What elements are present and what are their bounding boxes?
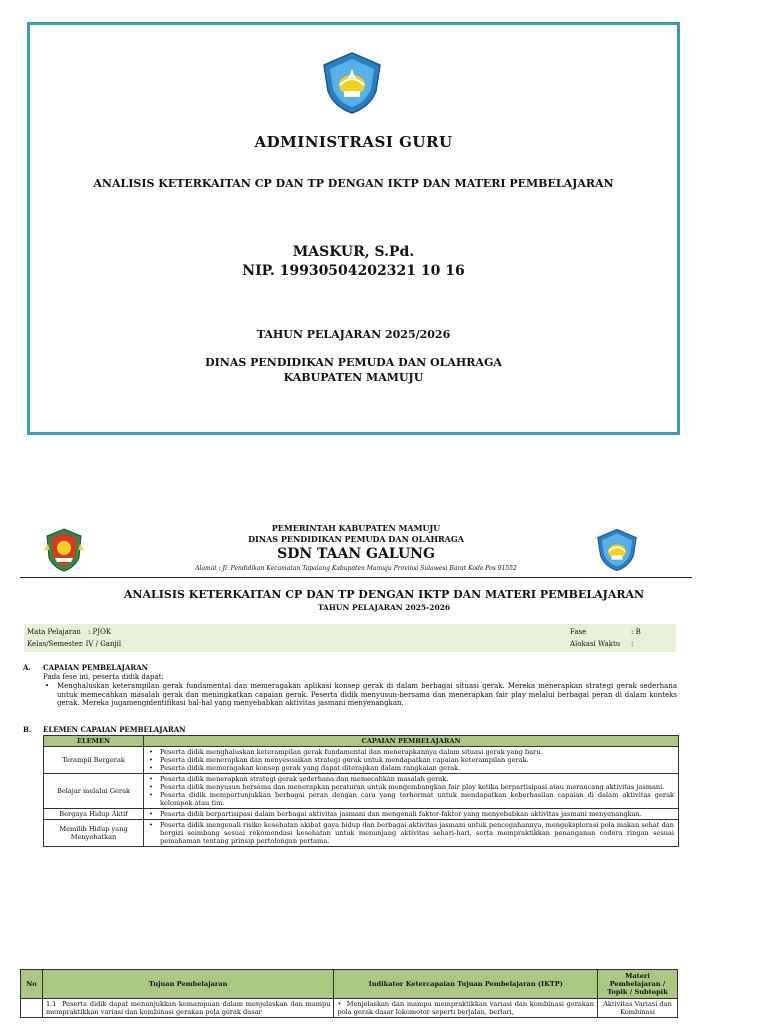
tp-iktp-table (20, 969, 678, 1018)
list-item: • Peserta didik menerapkan dan menyesuaikan strategi gerak untuk mendapatkan capaian keterampilan gerak. (148, 756, 674, 764)
elemen-cell: Terampil Bergerak (44, 747, 144, 774)
letterhead (20, 520, 692, 578)
tp-number: 1.1 (45, 1000, 57, 1008)
capaian-cell (144, 747, 679, 774)
cover-office-line1: DINAS PENDIDIKAN PEMUDA DAN OLAHRAGA (205, 356, 502, 369)
document-year: TAHUN PELAJARAN 2025-2026 (317, 603, 451, 612)
cover-subtitle: ANALISIS KETERKAITAN CP DAN TP DENGAN IKTP DAN MATERI PEMBELAJARAN (93, 177, 614, 190)
tp-text: Peserta didik dapat menunjukkan kemampuan dalam menjelaskan dan mampu mempraktikkan variasi dan kombinasi gerakan pola gerak dasar (45, 1000, 331, 1016)
section-a-heading: CAPAIAN PEMBELAJARAN (43, 663, 149, 672)
elemen-cell: Bergaya Hidup Aktif (44, 809, 144, 820)
list-item: • Peserta didik menerapkan strategi gerak sederhana dan memecahkan masalah gerak. (148, 775, 674, 783)
teacher-nip: NIP. 19930504202321 10 16 (242, 263, 465, 279)
capaian-cell (144, 774, 679, 809)
section-b-heading: ELEMEN CAPAIAN PEMBELAJARAN (43, 725, 186, 734)
fase-value: : B (631, 628, 641, 636)
section-a-intro: Pada fese ini, peserta didik dapat: (43, 673, 164, 681)
letterhead-office: DINAS PENDIDIKAN PEMUDA DAN OLAHRAGA (248, 534, 464, 544)
col-no-header: No (21, 970, 43, 999)
tp-table-header (21, 970, 678, 999)
alokasi-label: Alokasi Waktu (570, 640, 621, 648)
col-tp-header: Tujuan Pembelajaran (42, 970, 333, 999)
table-row (44, 820, 679, 847)
fase-label: Fase (570, 628, 587, 636)
section-a-marker: A. (23, 663, 31, 672)
list-item: • Peserta didik menghaluskan keterampilan gerak fundamental dan menerapkannya dalam situasi gerak yang baru. (148, 748, 674, 756)
capaian-cell (144, 809, 679, 820)
list-item: • Peserta didik berpartisipasi dalam berbagai aktivitas jasmani dan mengenali faktor-faktor yang menyebabkan aktivitas jasmani menyenangkan. (148, 810, 674, 818)
info-band (24, 624, 676, 652)
tut-wuri-handayani-emblem-icon (320, 51, 384, 115)
list-item: • Peserta didik memeragakan konsep gerak yang dapat diterapkan dalam rangkaian gerak. (148, 764, 674, 772)
col-materi-header: Materi Pembelajaran / Topik / Subtopik (598, 970, 678, 999)
bullet-icon: • (337, 1000, 347, 1008)
teacher-name: MASKUR, S.Pd. (292, 244, 415, 260)
col-iktp-header: Indikator Ketercapaian Tujuan Pembelajaran (IKTP) (334, 970, 598, 999)
mapel-value: : PJOK (88, 628, 112, 636)
tp-cell (42, 999, 333, 1018)
elemen-cell: Belajar melalui Gerak (44, 774, 144, 809)
capaian-cell (144, 820, 679, 847)
list-item: • Peserta didik mengenali risiko kesehatan akibat gaya hidup dan berbagai aktivitas jasmani untuk pencegahannya, mengeksplorasi pola makan sehat dan bergizi seimbang sesuai rekomendasi kesehatan untuk menunjang aktivitas sehari-hari, serta mempraktikkan penanganan cedera ringan sesuai pemahaman tentang prinsip pertolongan pertama. (148, 821, 674, 845)
materi-cell: Aktivitas Variasi dan Kombinasi (598, 999, 678, 1018)
cover-title: ADMINISTRASI GURU (254, 133, 453, 151)
tp-no-cell (21, 999, 43, 1018)
section-a-bullet: Menghaluskan keterampilan gerak fundamental dan memeragakan aplikasi konsep gerak di dalam berbagai situasi gerak. Mereka menerapkan strategi gerak sederhana untuk memecahkan masalah gerak dan meningkatkan capaian gerak. Peserta didik menyusun-bersama dan menerapkan fair play melalui berbagai peran di dalam konteks gerak. Mereka jugamengidentifikasi hal-hal yang menyebabkan aktivitas jasmani menyenangkan. (57, 682, 677, 707)
list-item: • Peserta didik menyusun bersama dan menerapkan peraturan untuk mengembangkan fair play ketika berpartisipasi atau merancang aktivitas jasmani. (148, 783, 674, 791)
list-item: • Peserta didik mempertunjukkan berbagai peran dengan cara yang terhormat untuk mendapatkan keberhasilan capaian di dalam aktivitas gerak kelompok atau tim. (148, 791, 674, 807)
table-row (21, 999, 678, 1018)
cover-office-line2: KABUPATEN MAMUJU (283, 371, 424, 384)
col-elemen-header: ELEMEN (44, 736, 144, 747)
elemen-table (43, 735, 679, 847)
bullet-icon: • (45, 682, 50, 690)
table-row (44, 747, 679, 774)
kelas-value: : IV / Ganjil (81, 640, 122, 648)
letterhead-government: PEMERINTAH KABUPATEN MAMUJU (271, 523, 441, 533)
cover-frame (27, 22, 680, 435)
elemen-table-header (44, 736, 679, 747)
document-title: ANALISIS KETERKAITAN CP DAN TP DENGAN IKTP DAN MATERI PEMBELAJARAN (123, 588, 645, 601)
table-row (44, 774, 679, 809)
tut-wuri-handayani-small-emblem-icon (595, 528, 639, 572)
mapel-label: Mata Pelajaran (27, 628, 81, 636)
table-row (44, 809, 679, 820)
section-b-marker: B. (23, 725, 32, 734)
alokasi-value: : (631, 640, 634, 648)
iktp-text: Menjelaskan dan mampu mempraktikkan variasi dan kombinasi gerakan pola gerak dasar lokomotor seperti berjalan, berlari, (337, 1000, 595, 1016)
iktp-cell (334, 999, 598, 1018)
kelas-label: Kelas/Semester (27, 640, 83, 648)
letterhead-school: SDN TAAN GALUNG (277, 546, 435, 562)
elemen-cell: Memilih Hidup yang Menyehatkan (44, 820, 144, 847)
cover-year: TAHUN PELAJARAN 2025/2026 (256, 328, 451, 341)
col-capaian-header: CAPAIAN PEMBELAJARAN (144, 736, 679, 747)
letterhead-address: Alamat : Jl. Pendidikan Kecamatan Tapalang Kabupaten Mamuju Provinsi Sulawesi Barat Kode Pos 91552 (195, 565, 517, 572)
